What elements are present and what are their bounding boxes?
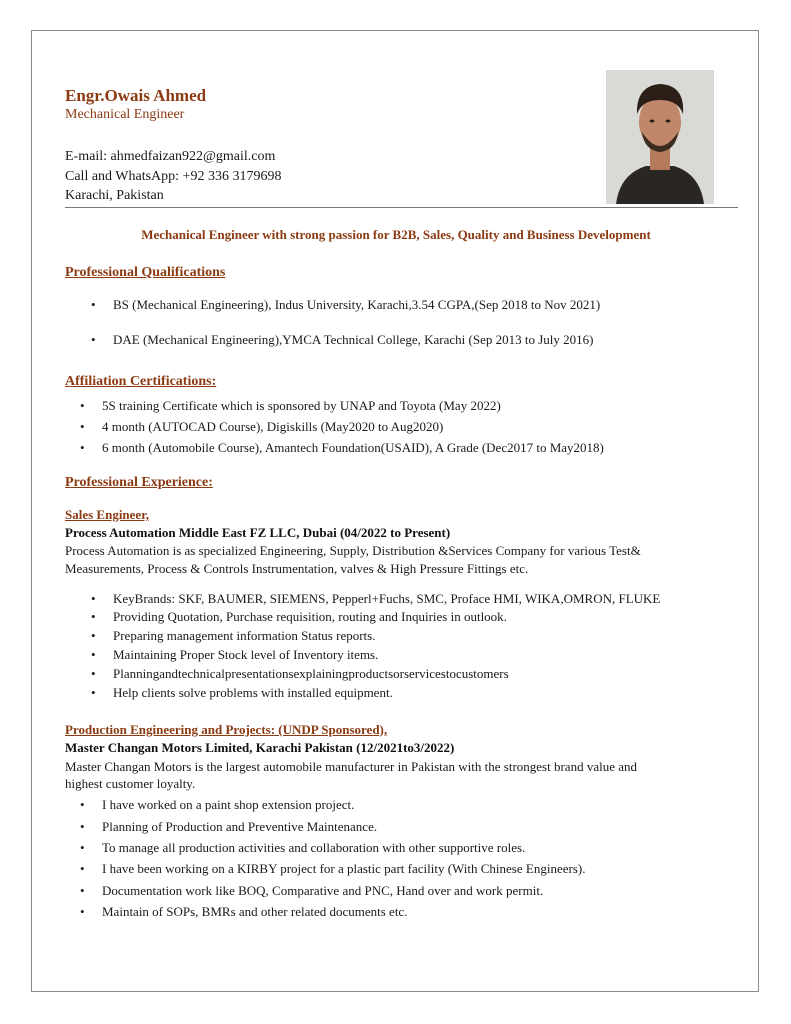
candidate-name: Engr.Owais Ahmed [65, 86, 207, 105]
job-duty-item: • Help clients solve problems with installed equipment. [113, 685, 393, 701]
profile-tagline: Mechanical Engineer with strong passion for B2B, Sales, Quality and Business Development [141, 227, 651, 242]
qualification-item: • BS (Mechanical Engineering), Indus University, Karachi,3.54 CGPA,(Sep 2018 to Nov 2021) [113, 297, 600, 313]
job-company: Process Automation Middle East FZ LLC, Dubai (04/2022 to Present) [65, 525, 451, 540]
job-duty-item: • Planning of Production and Preventive Maintenance. [102, 819, 377, 835]
job-description-line: highest customer loyalty. [65, 776, 196, 791]
job-duty-item: • To manage all production activities and collaboration with other supportive roles. [102, 840, 525, 856]
profile-photo [606, 70, 714, 204]
job-description-line: Measurements, Process & Controls Instrumentation, valves & High Pressure Fittings etc. [65, 561, 529, 576]
location-line: Karachi, Pakistan [65, 188, 164, 203]
job-duty-item: • Maintaining Proper Stock level of Inventory items. [113, 647, 378, 663]
job-duty-item: • Providing Quotation, Purchase requisition, routing and Inquiries in outlook. [113, 609, 507, 625]
job-duty-item: • I have worked on a paint shop extension project. [102, 797, 354, 813]
job-duty-item: • Preparing management information Status reports. [113, 628, 375, 644]
job-duty-item: • I have been working on a KIRBY project for a plastic part facility (With Chinese Engineers). [102, 861, 585, 877]
profile-photo-image [606, 70, 714, 204]
phone-line: Call and WhatsApp: +92 336 3179698 [65, 169, 282, 184]
resume-page [31, 30, 759, 992]
experience-heading: Professional Experience: [65, 475, 213, 490]
job-duty-item: • KeyBrands: SKF, BAUMER, SIEMENS, Pepperl+Fuchs, SMC, Proface HMI, WIKA,OMRON, FLUKE [113, 591, 660, 607]
job-description-line: Process Automation is as specialized Engineering, Supply, Distribution &Services Company for various Test& [65, 543, 641, 558]
job-duty-item: • Maintain of SOPs, BMRs and other related documents etc. [102, 904, 407, 920]
qualification-item: • DAE (Mechanical Engineering),YMCA Technical College, Karachi (Sep 2013 to July 2016) [113, 332, 593, 348]
job-duty-item: • Documentation work like BOQ, Comparative and PNC, Hand over and work permit. [102, 883, 543, 899]
certification-item: • 4 month (AUTOCAD Course), Digiskills (May2020 to Aug2020) [102, 419, 443, 435]
job-title: Sales Engineer, [65, 507, 150, 522]
certifications-heading: Affiliation Certifications: [65, 374, 217, 389]
certification-item: • 6 month (Automobile Course), Amantech Foundation(USAID), A Grade (Dec2017 to May2018) [102, 440, 604, 456]
header-divider [65, 207, 738, 208]
email-line: E-mail: ahmedfaizan922@gmail.com [65, 149, 276, 164]
job-title: Production Engineering and Projects: (UNDP Sponsored), [65, 722, 388, 737]
qualifications-heading: Professional Qualifications [65, 265, 226, 280]
job-company: Master Changan Motors Limited, Karachi Pakistan (12/2021to3/2022) [65, 740, 455, 755]
candidate-role: Mechanical Engineer [65, 107, 185, 122]
job-duty-item: • Planningandtechnicalpresentationsexplainingproductsorservicestocustomers [113, 666, 509, 682]
certification-item: • 5S training Certificate which is sponsored by UNAP and Toyota (May 2022) [102, 398, 501, 414]
job-description-line: Master Changan Motors is the largest automobile manufacturer in Pakistan with the strongest brand value and [65, 759, 637, 774]
